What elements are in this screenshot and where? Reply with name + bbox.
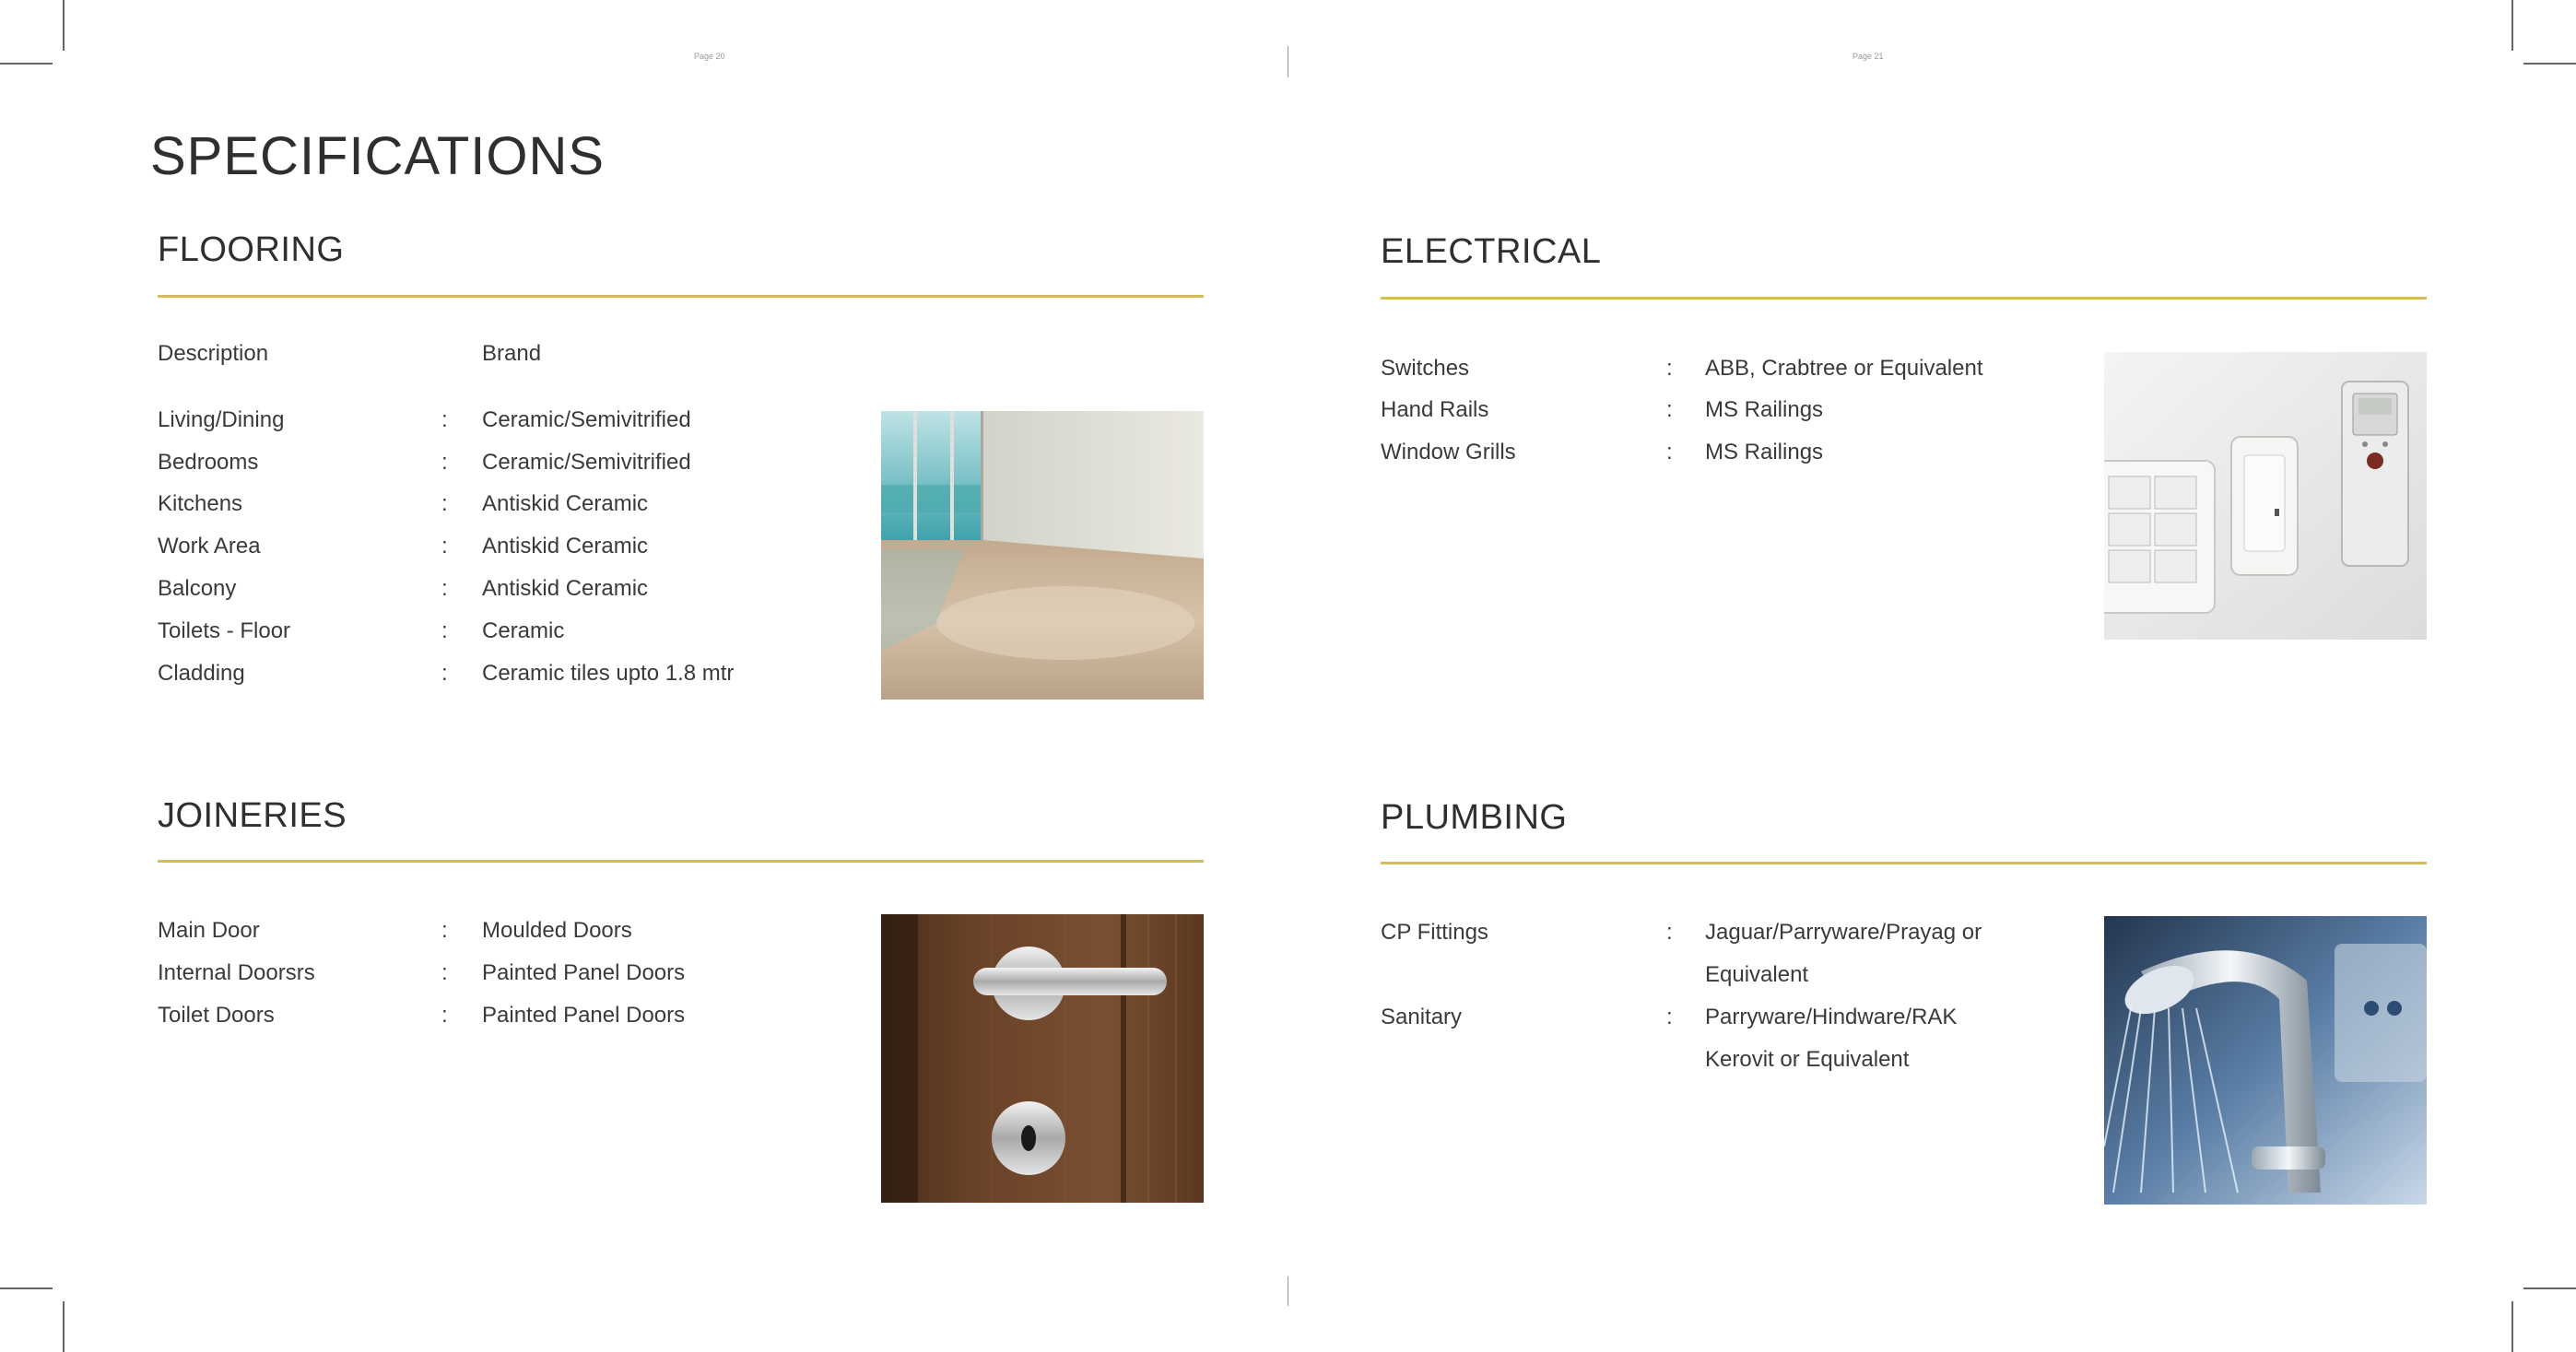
- switch-panels-image: [2104, 352, 2427, 640]
- flooring-photo: [881, 411, 1204, 700]
- flooring-label: Toilets - Floor: [158, 618, 291, 643]
- separator-colon: :: [1666, 440, 1673, 464]
- joineries-label: Main Door: [158, 918, 260, 943]
- separator-colon: :: [441, 450, 448, 475]
- flooring-value: Antiskid Ceramic: [482, 534, 649, 558]
- column-header-brand: Brand: [482, 341, 542, 366]
- page-number-left: Page 20: [694, 52, 725, 61]
- electrical-value: MS Railings: [1705, 397, 1824, 422]
- flooring-label: Balcony: [158, 576, 237, 601]
- separator-colon: :: [441, 960, 448, 985]
- flooring-value: Ceramic tiles upto 1.8 mtr: [482, 661, 735, 686]
- faucet-image: [2104, 916, 2427, 1205]
- electrical-value: ABB, Crabtree or Equivalent: [1705, 356, 1983, 381]
- flooring-divider: [158, 295, 1204, 298]
- joineries-value: Painted Panel Doors: [482, 960, 686, 985]
- joineries-value: Moulded Doors: [482, 918, 632, 943]
- crop-mark: [0, 1287, 53, 1289]
- crop-mark: [63, 1301, 65, 1352]
- electrical-label: Window Grills: [1381, 440, 1516, 464]
- plumbing-photo: [2104, 916, 2427, 1205]
- plumbing-value: Kerovit or Equivalent: [1705, 1047, 1910, 1072]
- joineries-photo: [881, 914, 1204, 1203]
- flooring-label: Living/Dining: [158, 407, 285, 432]
- separator-colon: :: [441, 661, 448, 686]
- flooring-value: Antiskid Ceramic: [482, 491, 649, 516]
- joineries-heading: JOINERIES: [158, 796, 347, 835]
- separator-colon: :: [441, 534, 448, 558]
- joineries-divider: [158, 860, 1204, 863]
- page-title: SPECIFICATIONS: [150, 126, 606, 186]
- flooring-value: Ceramic/Semivitrified: [482, 407, 691, 432]
- flooring-value: Antiskid Ceramic: [482, 576, 649, 601]
- separator-colon: :: [1666, 356, 1673, 381]
- crop-mark: [2511, 1301, 2513, 1352]
- separator-colon: :: [1666, 397, 1673, 422]
- plumbing-heading: PLUMBING: [1381, 798, 1568, 837]
- plumbing-label: CP Fittings: [1381, 920, 1488, 945]
- separator-colon: :: [441, 1003, 448, 1028]
- separator-colon: :: [1666, 920, 1673, 945]
- electrical-photo: [2104, 352, 2427, 640]
- crop-mark: [2523, 1287, 2576, 1289]
- crop-mark: [2523, 63, 2576, 65]
- flooring-label: Bedrooms: [158, 450, 259, 475]
- separator-colon: :: [441, 576, 448, 601]
- plumbing-divider: [1381, 862, 2427, 864]
- plumbing-label: Sanitary: [1381, 1005, 1463, 1029]
- crop-mark: [0, 63, 53, 65]
- crop-mark: [2511, 0, 2513, 51]
- separator-colon: :: [441, 618, 448, 643]
- joineries-label: Toilet Doors: [158, 1003, 275, 1028]
- electrical-label: Hand Rails: [1381, 397, 1489, 422]
- electrical-divider: [1381, 297, 2427, 300]
- joineries-value: Painted Panel Doors: [482, 1003, 686, 1028]
- flooring-value: Ceramic: [482, 618, 565, 643]
- crop-mark: [63, 0, 65, 51]
- plumbing-value: Jaguar/Parryware/Prayag or: [1705, 920, 1982, 945]
- plumbing-value: Equivalent: [1705, 962, 1809, 987]
- column-header-description: Description: [158, 341, 269, 366]
- separator-colon: :: [441, 491, 448, 516]
- page-number-right: Page 21: [1853, 52, 1884, 61]
- separator-colon: :: [441, 407, 448, 432]
- separator-colon: :: [441, 918, 448, 943]
- room-floor-image: [881, 411, 1204, 700]
- flooring-label: Cladding: [158, 661, 245, 686]
- electrical-heading: ELECTRICAL: [1381, 232, 1602, 271]
- plumbing-value: Parryware/Hindware/RAK: [1705, 1005, 1958, 1029]
- flooring-label: Kitchens: [158, 491, 243, 516]
- electrical-value: MS Railings: [1705, 440, 1824, 464]
- flooring-heading: FLOORING: [158, 230, 345, 269]
- door-handle-image: [881, 914, 1204, 1203]
- flooring-value: Ceramic/Semivitrified: [482, 450, 691, 475]
- separator-colon: :: [1666, 1005, 1673, 1029]
- electrical-label: Switches: [1381, 356, 1470, 381]
- flooring-label: Work Area: [158, 534, 261, 558]
- joineries-label: Internal Doorsrs: [158, 960, 315, 985]
